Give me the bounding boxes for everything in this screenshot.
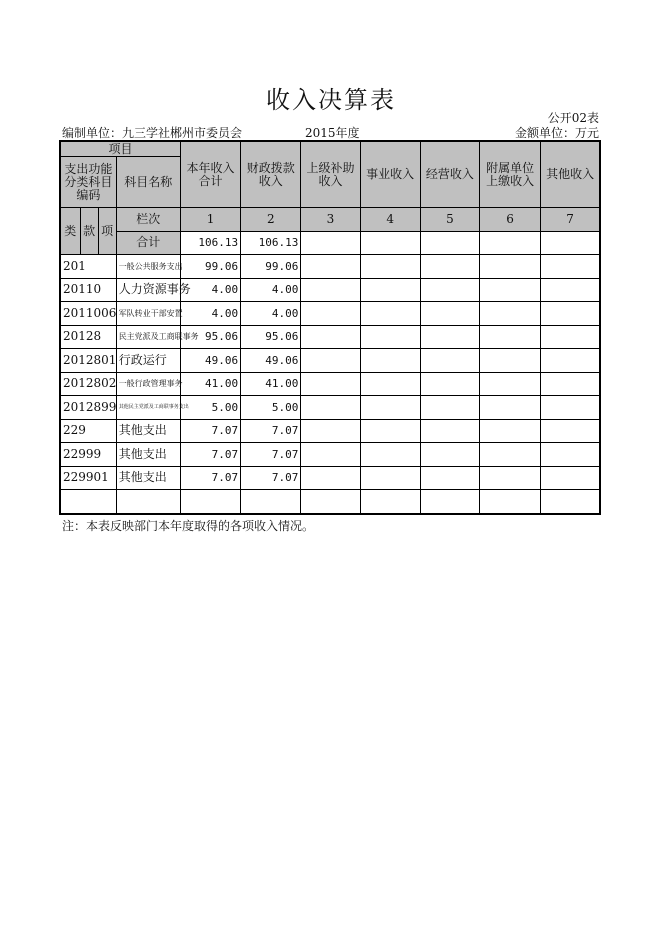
empty-cell	[480, 255, 541, 279]
table-row	[60, 349, 600, 373]
empty-cell	[420, 278, 479, 302]
row-subject-name: 其他支出	[116, 419, 180, 443]
row-total-income: 99.06	[180, 255, 240, 279]
row-fiscal-income: 7.07	[241, 466, 301, 490]
row-code: 2012801	[60, 349, 116, 373]
empty-cell	[420, 466, 479, 490]
empty-cell	[360, 466, 420, 490]
total-value-1: 106.13	[180, 231, 240, 255]
row-subject-name: 行政运行	[116, 349, 180, 373]
empty-cell	[180, 490, 240, 514]
footnote: 注：本表反映部门本年度取得的各项收入情况。	[62, 519, 315, 533]
header-col-1: 本年收入合计	[180, 141, 240, 208]
empty-cell	[480, 396, 541, 420]
row-subject-name: 一般公共服务支出	[116, 255, 180, 279]
row-fiscal-income: 4.00	[241, 278, 301, 302]
empty-cell	[301, 419, 360, 443]
empty-cell	[541, 443, 600, 467]
col-num-5: 5	[420, 208, 479, 232]
row-total-income: 95.06	[180, 325, 240, 349]
row-fiscal-income: 41.00	[241, 372, 301, 396]
empty-cell	[480, 419, 541, 443]
table-row	[60, 278, 600, 302]
empty-cell	[360, 325, 420, 349]
empty-cell	[480, 302, 541, 326]
empty-cell	[241, 490, 301, 514]
col-num-1: 1	[180, 208, 240, 232]
empty-cell	[420, 443, 479, 467]
total-label: 合计	[116, 231, 180, 255]
col-num-6: 6	[480, 208, 541, 232]
header-xiang: 项	[98, 208, 116, 255]
header-col-5: 经营收入	[420, 141, 479, 208]
table-row	[60, 372, 600, 396]
row-total-income: 4.00	[180, 302, 240, 326]
empty-cell	[360, 302, 420, 326]
empty-cell	[541, 349, 600, 373]
row-subject-name: 其他支出	[116, 443, 180, 467]
header-col-3: 上级补助收入	[301, 141, 360, 208]
table-row	[60, 396, 600, 420]
header-col-6: 附属单位上缴收入	[480, 141, 541, 208]
row-fiscal-income: 49.06	[241, 349, 301, 373]
header-lanci: 栏次	[116, 208, 180, 232]
header-subject-name: 科目名称	[116, 157, 180, 208]
table-row-blank	[60, 490, 600, 514]
empty-cell	[360, 372, 420, 396]
empty-cell	[420, 302, 479, 326]
income-table	[59, 140, 601, 515]
row-total-income: 49.06	[180, 349, 240, 373]
header-col-7: 其他收入	[541, 141, 600, 208]
table-row	[60, 419, 600, 443]
empty-cell	[420, 419, 479, 443]
empty-cell	[480, 349, 541, 373]
table-row	[60, 302, 600, 326]
row-total-income: 4.00	[180, 278, 240, 302]
table-row	[60, 325, 600, 349]
empty-cell	[360, 396, 420, 420]
empty-cell	[480, 325, 541, 349]
empty-cell	[301, 490, 360, 514]
header-col-4: 事业收入	[360, 141, 420, 208]
row-code: 229	[60, 419, 116, 443]
col-num-2: 2	[241, 208, 301, 232]
empty-cell	[480, 278, 541, 302]
empty-cell	[480, 372, 541, 396]
row-code: 201	[60, 255, 116, 279]
empty-cell	[301, 278, 360, 302]
row-code: 22999	[60, 443, 116, 467]
empty-cell	[301, 396, 360, 420]
row-subject-name: 军队转业干部安置	[116, 302, 180, 326]
empty-cell	[301, 349, 360, 373]
row-fiscal-income: 5.00	[241, 396, 301, 420]
row-code: 2012802	[60, 372, 116, 396]
row-code: 229901	[60, 466, 116, 490]
row-subject-name: 其他民主党派及工商联事务支出	[116, 396, 180, 420]
col-num-4: 4	[360, 208, 420, 232]
empty-cell	[541, 396, 600, 420]
empty-cell	[360, 443, 420, 467]
empty-cell	[116, 490, 180, 514]
empty-cell	[541, 325, 600, 349]
row-code: 20128	[60, 325, 116, 349]
header-kuan: 款	[80, 208, 98, 255]
row-total-income: 7.07	[180, 443, 240, 467]
empty-cell	[420, 490, 479, 514]
empty-cell	[360, 419, 420, 443]
row-fiscal-income: 4.00	[241, 302, 301, 326]
empty-cell	[360, 349, 420, 373]
row-total-income: 41.00	[180, 372, 240, 396]
row-fiscal-income: 95.06	[241, 325, 301, 349]
empty-cell	[301, 466, 360, 490]
empty-cell	[541, 255, 600, 279]
table-row	[60, 443, 600, 467]
empty-cell	[541, 372, 600, 396]
empty-cell	[60, 490, 116, 514]
empty-cell	[420, 372, 479, 396]
fiscal-year: 2015年度	[305, 126, 360, 140]
empty-cell	[301, 302, 360, 326]
col-num-7: 7	[541, 208, 600, 232]
row-total-income: 7.07	[180, 419, 240, 443]
empty-cell	[301, 255, 360, 279]
empty-cell	[480, 443, 541, 467]
row-subject-name: 民主党派及工商联事务	[116, 325, 180, 349]
empty-cell	[301, 443, 360, 467]
page-title: 收入决算表	[266, 86, 396, 114]
header-project: 项目	[60, 141, 180, 157]
empty-cell	[480, 490, 541, 514]
row-code: 20110	[60, 278, 116, 302]
row-subject-name: 人力资源事务	[116, 278, 180, 302]
empty-cell	[541, 278, 600, 302]
empty-cell	[360, 490, 420, 514]
form-number: 公开02表	[547, 111, 599, 125]
empty-cell	[301, 372, 360, 396]
empty-cell	[541, 466, 600, 490]
table-row	[60, 466, 600, 490]
row-fiscal-income: 7.07	[241, 443, 301, 467]
empty-cell	[301, 325, 360, 349]
row-fiscal-income: 7.07	[241, 419, 301, 443]
row-subject-name: 一般行政管理事务	[116, 372, 180, 396]
empty-cell	[480, 466, 541, 490]
row-fiscal-income: 99.06	[241, 255, 301, 279]
col-num-3: 3	[301, 208, 360, 232]
money-unit: 金额单位：万元	[514, 126, 599, 140]
empty-cell	[420, 325, 479, 349]
empty-cell	[360, 278, 420, 302]
empty-cell	[420, 255, 479, 279]
empty-cell	[541, 490, 600, 514]
empty-cell	[420, 349, 479, 373]
total-value-2: 106.13	[241, 231, 301, 255]
header-lei: 类	[60, 208, 80, 255]
compiling-unit: 编制单位：九三学社郴州市委员会	[62, 126, 243, 140]
header-col-2: 财政拨款收入	[241, 141, 301, 208]
empty-cell	[541, 302, 600, 326]
row-subject-name: 其他支出	[116, 466, 180, 490]
table-row	[60, 255, 600, 279]
empty-cell	[360, 255, 420, 279]
header-func-code: 支出功能分类科目编码	[60, 157, 116, 208]
empty-cell	[420, 396, 479, 420]
row-total-income: 7.07	[180, 466, 240, 490]
row-code: 2011006	[60, 302, 116, 326]
row-total-income: 5.00	[180, 396, 240, 420]
empty-cell	[541, 419, 600, 443]
row-code: 2012899	[60, 396, 116, 420]
